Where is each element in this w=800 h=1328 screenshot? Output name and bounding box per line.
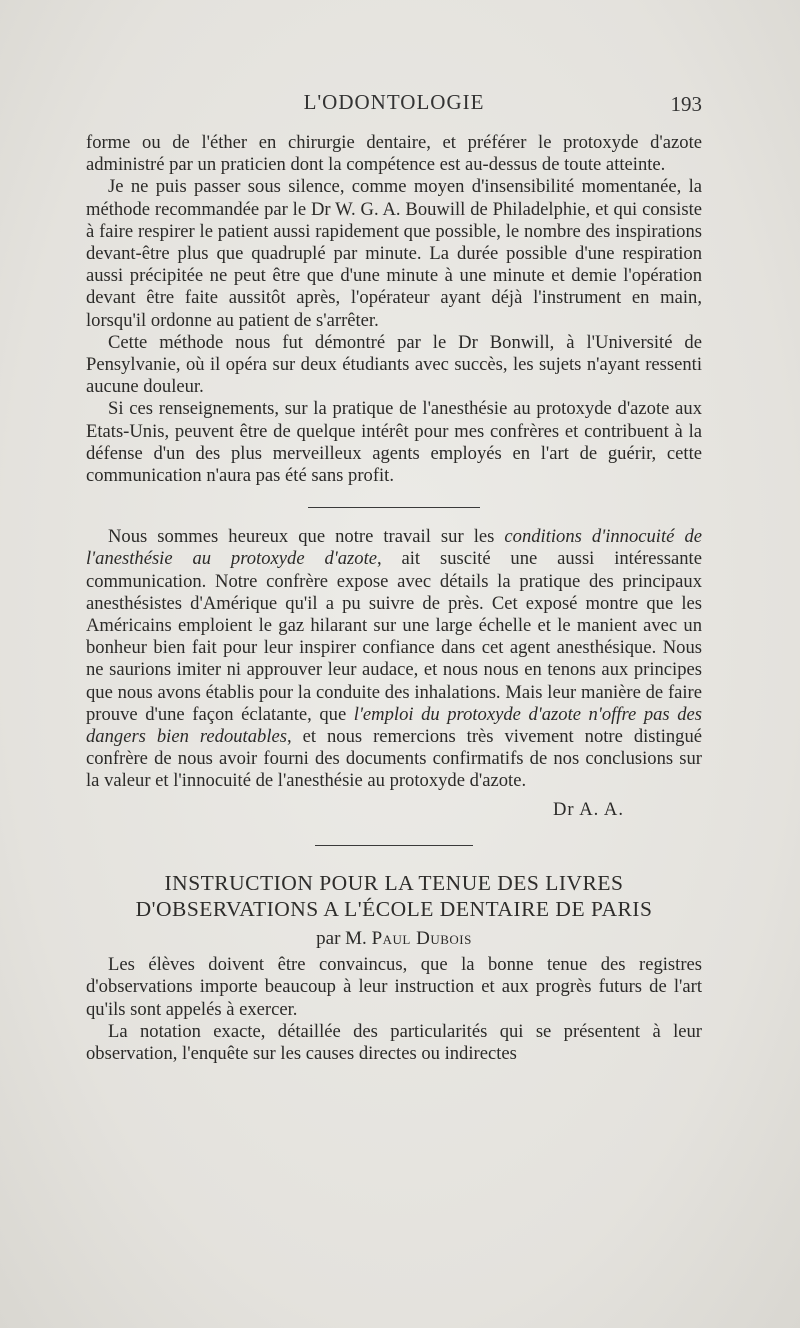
paragraph-continuation: forme ou de l'éther en chirurgie dentaire, et préférer le protoxyde d'azote administré par un praticien dont la compétence est au-dessus de toute atteinte. <box>86 132 702 176</box>
divider-rule <box>308 507 480 508</box>
section-title-line: INSTRUCTION POUR LA TENUE DES LIVRES <box>164 870 624 895</box>
paragraph-demonstration: Cette méthode nous fut démontré par le Dr Bonwill, à l'Université de Pensylvanie, où il opéra sur deux étudiants avec succès, les sujets n'ayant ressenti aucune douleur. <box>86 331 702 398</box>
editorial-signature: Dr A. A. <box>552 798 624 820</box>
paragraph-bonwill-method: Je ne puis passer sous silence, comme moyen d'insensibilité momentanée, la méthode recommandée par le Dr W. G. A. Bouwill de Philadelphie, et qui consiste à faire respirer le patient aussi rapidement que possible, le nombre des inspirations devant-être plus que quadruplé par minute. La durée possible d'une respiration aussi précipitée ne peut être que d'une minute à une minute et demie l'opération devant être faite aussitôt après, l'opérateur ayant déjà l'instrument en main, lorsqu'il ordonne au patient de s'arrêter. <box>86 176 702 331</box>
editorial-end: , et nous remercions très vivement notre distingué confrère de nous avoir fourni des documents confirmatifs de nos conclusions sur la valeur et l'innocuité de l'anesthésie au protoxyde d'azote. <box>86 726 703 792</box>
byline <box>86 928 702 950</box>
page-header <box>86 88 702 120</box>
running-title: L'ODONTOLOGIE <box>303 90 485 114</box>
section-title-line: D'OBSERVATIONS A L'ÉCOLE DENTAIRE DE PARIS <box>135 896 653 921</box>
page-number: 193 <box>670 92 702 116</box>
byline-author: Paul Dubois <box>371 927 472 949</box>
editorial-intro: Nous sommes heureux que notre travail sur les <box>108 526 505 548</box>
paragraph-conclusion: Si ces renseignements, sur la pratique de l'anesthésie au protoxyde d'azote aux Etats-Unis, peuvent être de quelque intérêt pour mes confrères et contribuent à la défense d'un des plus merveilleux agents employés en l'art de guérir, cette communication n'aura pas été sans profit. <box>86 398 702 487</box>
section-paragraph: Les élèves doivent être convaincus, que la bonne tenue des registres d'observations importe beaucoup à leur instruction et aux progrès futurs de l'art qu'ils sont appelés à exercer. <box>86 954 702 1020</box>
editorial-italic-title: conditions d'innocuité de l'anesthésie au protoxyde d'azote <box>86 526 702 570</box>
section-title <box>86 870 702 922</box>
section-paragraph: La notation exacte, détaillée des particularités qui se présentent à leur observation, l'enquête sur les causes directes ou indirectes <box>86 1020 702 1064</box>
body-text <box>86 132 702 1065</box>
byline-prefix: par M. <box>316 927 372 949</box>
divider-rule <box>315 845 473 846</box>
editorial-italic-claim: l'emploi du protoxyde d'azote n'offre pas des dangers bien redoutables <box>86 703 702 748</box>
editorial-note <box>86 526 702 821</box>
editorial-paragraph <box>86 526 702 792</box>
editorial-middle: , ait suscité une aussi intéressante communication. Notre confrère expose avec détails la pratique des principaux anesthésistes d'Amérique qu'il a pu suivre de près. Cet exposé montre que les Américains emploient le gaz hilarant sur une large échelle et le manient avec un bonheur bien fait pour leur inspirer confiance dans cet agent anesthésique. Nous ne saurions imiter ni approuver leur audace, et nous nous en tenons aux principes que nous avons établis pour la conduite des inhalations. Mais leur manière de faire prouve d'une façon éclatante, que <box>86 548 702 725</box>
